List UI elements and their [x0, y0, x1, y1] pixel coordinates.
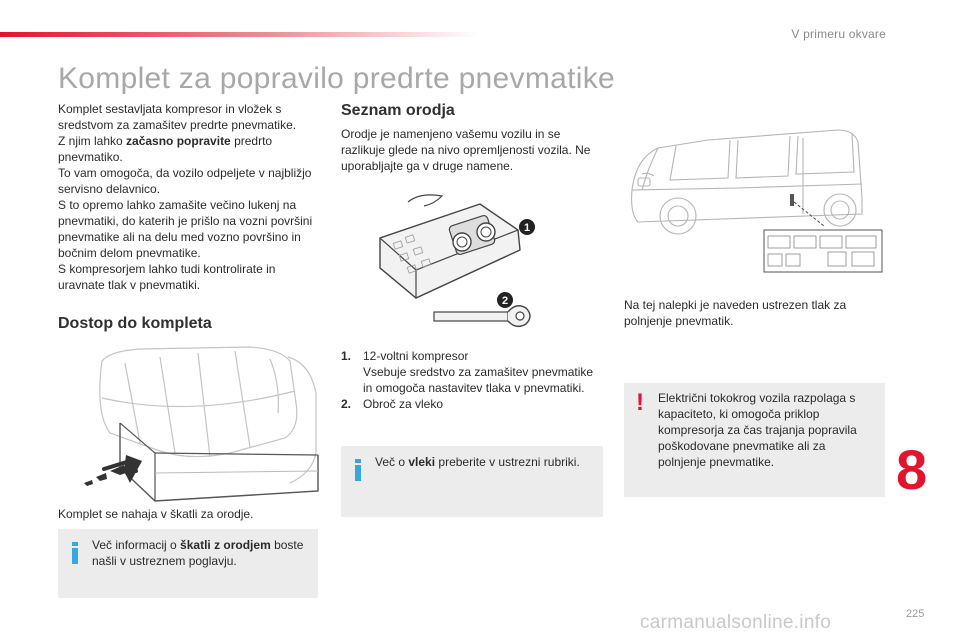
page-title: Komplet za popravilo predrte pnevmatike [58, 62, 615, 95]
tools-description: Orodje je namenjeno vašemu vozilu in se razlikuje glede na nivo opremljenosti vozila. Ne uporabljajte ga v druge namene. [341, 127, 591, 173]
access-heading: Dostop do kompleta [58, 315, 212, 332]
intro-line: S kompresorjem lahko tudi kontrolirate in uravnate tlak v pnevmatiki. [58, 262, 276, 292]
tools-illustration [360, 190, 540, 340]
page-number: 225 [906, 608, 925, 620]
info-text [92, 537, 314, 569]
header-accent-bar [0, 32, 480, 37]
info-icon [72, 542, 78, 564]
intro-text-span: predrto pnevmatiko. [58, 134, 273, 164]
info-text-span: Več informacij o [92, 538, 181, 552]
seat-toolbox-illustration [80, 343, 320, 503]
tool-item-number: 1. [341, 349, 352, 363]
van-label-illustration [618, 118, 888, 288]
tool-list [341, 348, 603, 412]
info-box-toolbox [58, 529, 318, 598]
info-bold: škatli z orodjem [180, 538, 271, 552]
info-text-span: boste našli v ustreznem poglavju. [92, 538, 304, 568]
callout-1: 1 [523, 222, 531, 234]
info-bold: vleki [408, 455, 436, 469]
info-icon [355, 459, 361, 481]
tool-item-title: 12-voltni kompresor [363, 349, 469, 363]
info-box-towing [341, 446, 603, 517]
intro-text [58, 101, 323, 293]
warning-box [624, 383, 885, 497]
tool-item [341, 348, 603, 396]
callout-2: 2 [501, 295, 509, 307]
intro-line: To vam omogoča, da vozilo odpeljete v najbližjo servisno delavnico. [58, 166, 312, 196]
info-text-span: Več o [375, 455, 409, 469]
watermark: carmanualsonline.info [640, 612, 832, 633]
info-text-span: preberite v ustrezni rubriki. [435, 455, 580, 469]
intro-bold: začasno popravite [126, 134, 231, 148]
van-caption: Na tej nalepki je naveden ustrezen tlak za polnjenje pnevmatik. [624, 298, 847, 328]
intro-line [58, 133, 323, 165]
tool-item-description: Vsebuje sredstvo za zamašitev pnevmatike in omogoča nastavitev tlaka v pnevmatiki. [363, 365, 594, 395]
section-title: V primeru okvare [791, 27, 886, 41]
info-text [375, 454, 595, 470]
chapter-number: 8 [896, 438, 928, 501]
access-caption: Komplet se nahaja v škatli za orodje. [58, 507, 254, 521]
warning-text: Električni tokokrog vozila razpolaga s kapaciteto, ki omogoča priklop kompresorja za čas trajanja popravila poškodovane pnevmatike ali za polnjenje pnevmatike. [658, 391, 857, 469]
tools-heading: Seznam orodja [341, 102, 455, 119]
intro-text-span: Z njim lahko [58, 134, 127, 148]
intro-line: S to opremo lahko zamašite večino lukenj na pnevmatiki, do katerih je prišlo na vozni površini pnevmatike ali na delu med vozno površino in bočnim delom pnevmatike. [58, 198, 313, 260]
exclamation-icon: ! [636, 389, 644, 416]
tool-item-number: 2. [341, 397, 352, 411]
intro-line: Komplet sestavljata kompresor in vložek s sredstvom za zamašitev predrte pnevmatike. [58, 102, 297, 132]
tool-item-title: Obroč za vleko [363, 397, 444, 411]
tool-item [341, 396, 603, 412]
